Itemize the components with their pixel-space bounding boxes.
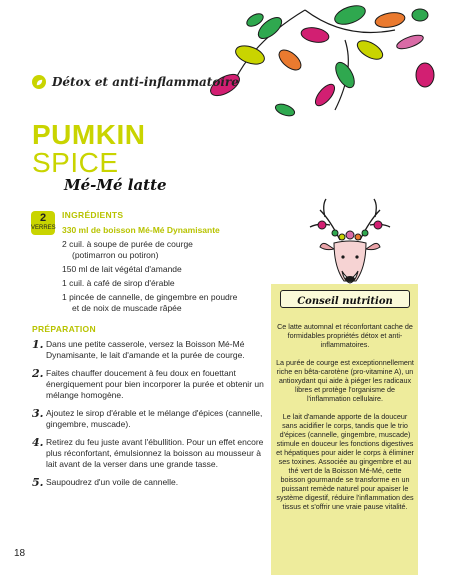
servings-number: 2 <box>39 212 47 224</box>
advice-title-frame <box>280 290 410 308</box>
advice-text <box>276 322 414 520</box>
ingredient-item: 1 cuil. à café de sirop d'érable <box>62 278 175 288</box>
category-header <box>32 75 239 89</box>
preparation-steps <box>32 339 267 495</box>
advice-paragraph: Le lait d'amande apporte de la douceur sans acidifier le corps, tandis que le trio d'épices (cannelle, gingembre, muscade) stimule en douceur les fonctions digestives et hépatiques pour aider le corps à éliminer ses toxines. Associée au gingembre et au thé vert de la Boisson Mé-Mé, cette boisson gourmande se transforme en un puissant remède naturel pour apaiser le système digestif, réduire l'inflammation des tissus et s'offrir une vraie pause vitalité. <box>276 412 414 511</box>
advice-title: Conseil nutrition <box>297 296 393 307</box>
leaves-and-seeds-illustration <box>195 0 450 120</box>
ingredients-heading: INGRÉDIENTS <box>62 210 124 220</box>
ingredient-item: 2 cuil. à soupe de purée de courge (potimarron ou potiron) <box>62 239 193 260</box>
leaf-icon <box>32 75 46 89</box>
step-item: 5. Saupoudrez d'un voile de cannelle. <box>32 476 179 489</box>
deer-with-floral-antlers-illustration <box>300 195 400 290</box>
step-item: 3. Ajoutez le sirop d'érable et le mélange d'épices (cannelle, gingembre, muscade). <box>32 407 263 429</box>
servings-unit: VERRES <box>31 225 56 231</box>
ingredient-item: 150 ml de lait végétal d'amande <box>62 264 182 274</box>
category-label: Détox et anti-inflammatoire <box>52 75 239 89</box>
ingredient-item: 330 ml de boisson Mé-Mé Dynamisante <box>62 225 220 235</box>
recipe-subtitle: Mé-Mé latte <box>64 176 167 194</box>
step-item: 1. Dans une petite casserole, versez la Boisson Mé-Mé Dynamisante, le lait d'amande et la purée de courge. <box>32 338 245 360</box>
ingredients-list <box>62 225 277 317</box>
advice-paragraph: La purée de courge est exceptionnellement riche en bêta-carotène (pro-vitamine A), un antioxydant qui aide à piéger les radicaux libres et protège l'organisme de l'inflammation cellulaire. <box>276 358 414 403</box>
step-item: 2. Faites chauffer doucement à feu doux en fouettant énergiquement pour bien incorporer la purée et obtenir un mélange homogène. <box>32 367 264 400</box>
recipe-title-line2: SPICE <box>32 147 119 178</box>
recipe-title-line1: PUMKIN <box>32 119 146 150</box>
advice-paragraph: Ce latte automnal et réconfortant cache de formidables propriétés détox et anti-inflammatoires. <box>277 322 413 349</box>
ingredient-item: 1 pincée de cannelle, de gingembre en poudre et de noix de muscade râpée <box>62 292 238 313</box>
step-item: 4. Retirez du feu juste avant l'ébullition. Pour un effet encore plus réconfortant, émulsionnez la boisson au mousseur à lait avant de la verser dans une grande tasse. <box>32 436 264 469</box>
preparation-heading: PRÉPARATION <box>32 324 96 334</box>
servings-badge <box>31 211 55 235</box>
page-number: 18 <box>14 548 26 559</box>
